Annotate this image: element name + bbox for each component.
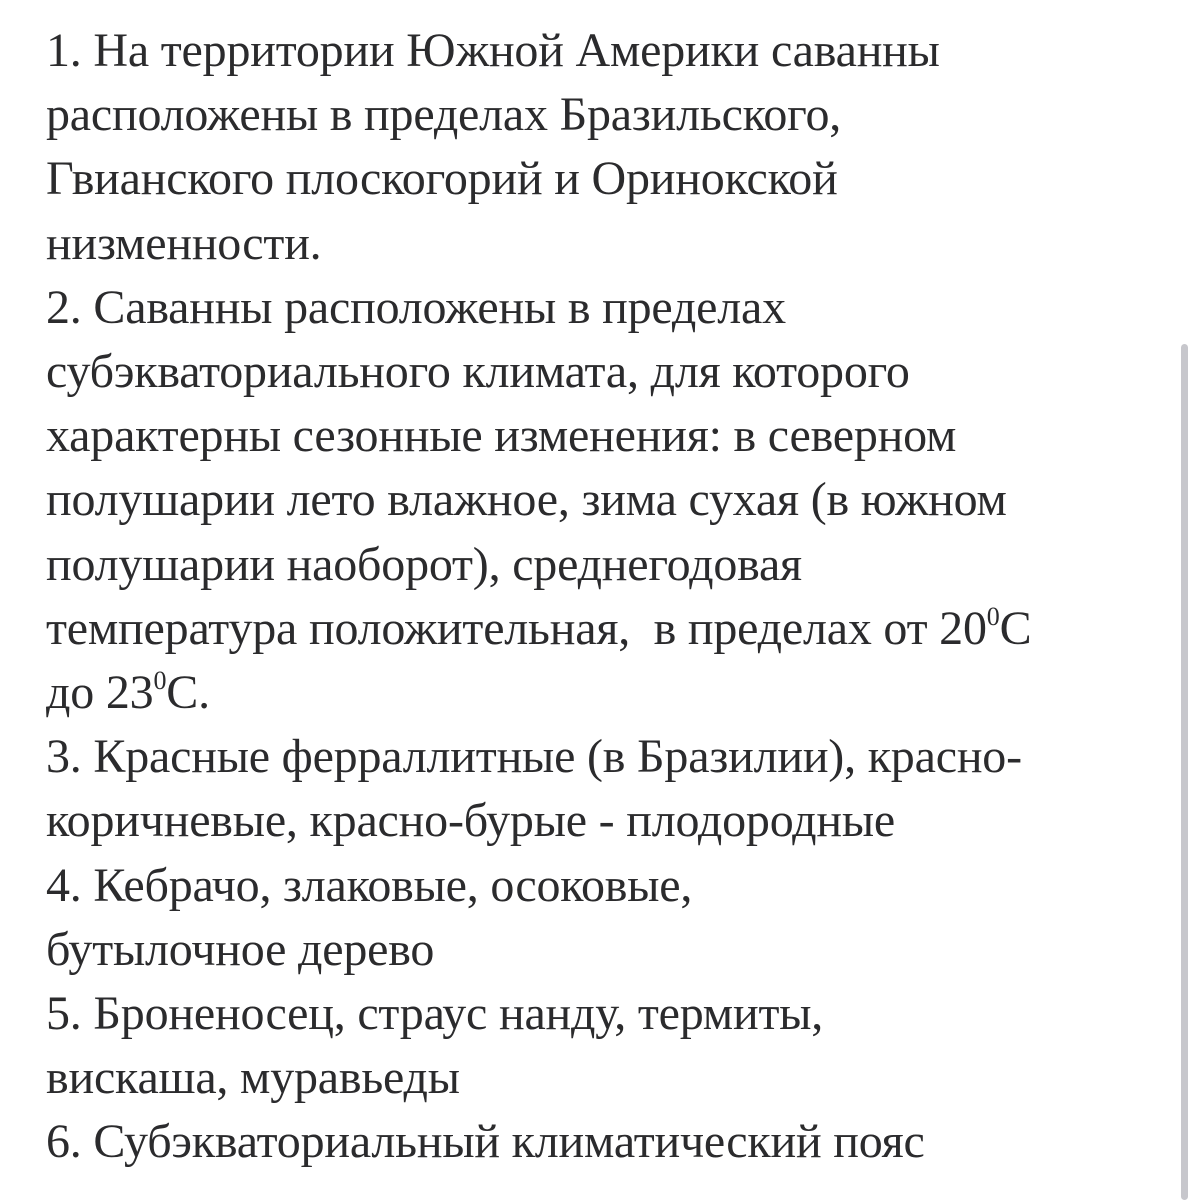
answer-text bbox=[46, 19, 1166, 1175]
temperature-text: температура положительная, в пределах от 20 bbox=[46, 601, 987, 655]
text-line: вискаша, муравьеды bbox=[46, 1051, 460, 1105]
vertical-scrollbar[interactable] bbox=[1181, 344, 1188, 1200]
text-line: низменности. bbox=[46, 216, 322, 270]
degree-mark: 0 bbox=[986, 601, 1000, 631]
text-line: 6. Субэкваториальный климатический пояс bbox=[46, 1115, 925, 1169]
text-line: 5. Броненосец, страус нанду, термиты, bbox=[46, 987, 824, 1041]
text-line: 1. На территории Южной Америки саванны bbox=[46, 24, 940, 77]
celsius-unit: С. bbox=[166, 666, 210, 720]
text-line: 4. Кебрачо, злаковые, осоковые, bbox=[46, 858, 693, 912]
temperature-line bbox=[46, 597, 1166, 661]
text-line: расположены в пределах Бразильского, bbox=[46, 88, 842, 142]
text-line: субэкваториального климата, для которого bbox=[46, 345, 910, 399]
text-line: полушарии наоборот), среднегодовая bbox=[46, 537, 802, 591]
temperature-line-2 bbox=[46, 661, 1166, 725]
text-line: полушарии лето влажное, зима сухая (в южном bbox=[46, 473, 1007, 527]
text-line: 3. Красные ферраллитные (в Бразилии), красно- bbox=[46, 730, 1022, 784]
celsius-unit: С bbox=[999, 601, 1032, 655]
temperature-text: до 23 bbox=[46, 666, 154, 720]
text-line: характерны сезонные изменения: в северном bbox=[46, 409, 957, 463]
text-line: Гвианского плоскогорий и Оринокской bbox=[46, 152, 838, 206]
text-line: 2. Саванны расположены в пределах bbox=[46, 280, 786, 334]
text-line: бутылочное дерево bbox=[46, 922, 435, 976]
text-line: коричневые, красно-бурые - плодородные bbox=[46, 794, 896, 848]
degree-mark: 0 bbox=[153, 666, 167, 696]
